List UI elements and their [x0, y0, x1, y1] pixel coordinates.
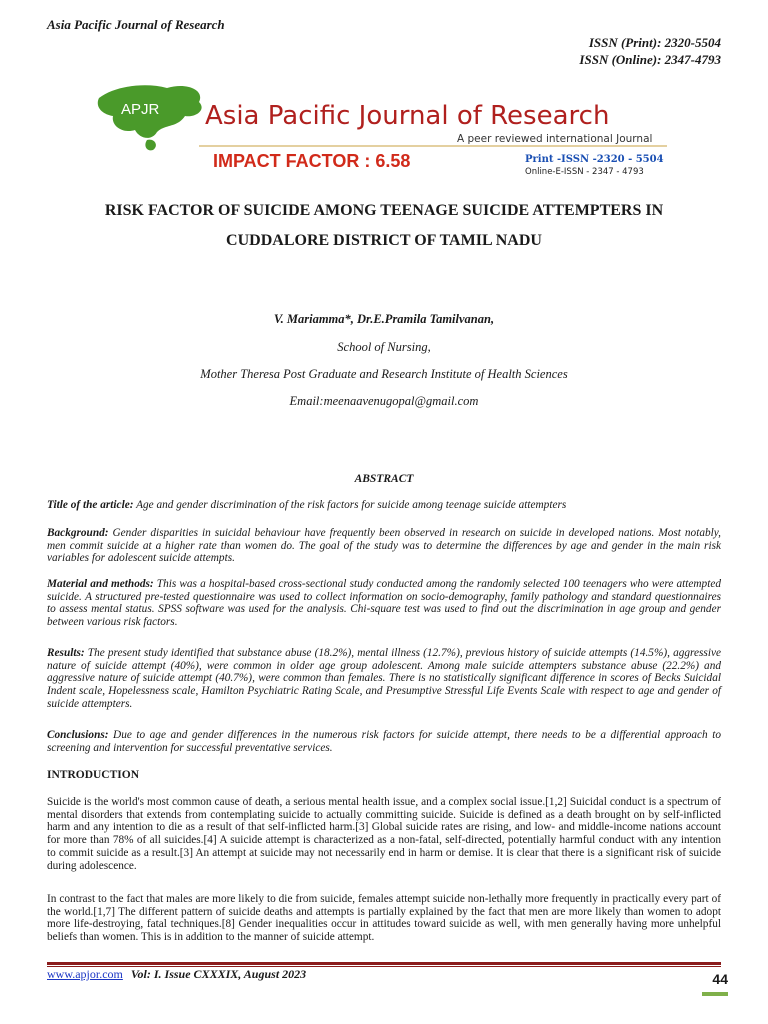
abstract-methods-para — [47, 578, 721, 629]
title-line-1: RISK FACTOR OF SUICIDE AMONG TEENAGE SUICIDE ATTEMPTERS IN — [104, 202, 664, 219]
title-label: Title of the article: — [47, 499, 134, 511]
background-label: Background: — [47, 527, 109, 539]
issn-online: ISSN (Online): 2347-4793 — [579, 52, 721, 67]
title-line-2: CUDDALORE DISTRICT OF TAMIL NADU — [226, 232, 542, 249]
introduction-heading: INTRODUCTION — [47, 769, 140, 781]
results-label: Results: — [47, 647, 85, 659]
abstract-results-para — [47, 647, 721, 711]
background-text: Gender disparities in suicidal behaviour have frequently been observed in research on suicide in developed nations. Most notably, men commit suicide at a higher rate than women do. The goal of the study was to determine the differences by age and gender in the main risk variables for adolescent suicide attempts. — [47, 527, 721, 565]
authors: V. Mariamma*, Dr.E.Pramila Tamilvanan, — [273, 312, 495, 326]
author-email: Email:meenaavenugopal@gmail.com — [289, 394, 479, 408]
methods-text: This was a hospital-based cross-sectional study conducted among the randomly selected 100 teenagers who were attempted suicide. A structured pre-tested questionnaire was used to collect information on socio-demography, family pathology and standard questionnaires to assess mental status. SPSS software was used for the analysis. Chi-square test was used to find out the discrimination in age group and gender between various risk factors. — [47, 578, 722, 629]
abstract-background-para — [47, 527, 721, 565]
abstract-heading: ABSTRACT — [354, 473, 414, 485]
banner-title: Asia Pacific Journal of Research — [205, 101, 610, 131]
issn-print: ISSN (Print): 2320-5504 — [588, 35, 721, 50]
journal-banner — [95, 80, 675, 178]
abstract-conclusions-para — [47, 729, 721, 754]
conclusions-text: Due to age and gender differences in the numerous risk factors for suicide attempt, there needs to be a differential approach to screening and intervention for successful preventative services. — [47, 729, 721, 754]
banner-tagline: A peer reviewed international Journal — [457, 133, 653, 145]
page-number: 44 — [712, 971, 728, 987]
website-link[interactable]: www.apjor.com — [47, 967, 123, 981]
methods-label: Material and methods: — [47, 578, 154, 590]
footer — [47, 967, 306, 982]
affiliation-school: School of Nursing, — [337, 340, 431, 354]
article-title — [40, 196, 728, 256]
banner-print-issn: Print -ISSN -2320 - 5504 — [525, 154, 664, 165]
conclusions-label: Conclusions: — [47, 729, 109, 741]
intro-paragraph-1: Suicide is the world's most common cause of death, a serious mental health issue, and a complex social issue.[1,2] Suicidal conduct is a spectrum of mental disorders that extends from contemplating suicide to actually committing suicide. Suicide is defined as a death brought on by self-inflicted harm and any intention to die as a result of that self-inflicted harm.[3] Global suicide rates are rising, and low- and middle-income nations account for more than 78% of all suicides.[4] A suicide attempt is characterized as a non-fatal, self-directed, potentially harmful conduct with any intention to commit suicide as a result.[3] An attempt at suicide may not necessarily end in harm or demise. It is clear that there is a significant risk of suicide during adolescence. — [47, 796, 721, 872]
banner-online-issn: Online-E-ISSN - 2347 - 4793 — [525, 167, 644, 177]
impact-factor: IMPACT FACTOR : 6.58 — [213, 151, 411, 171]
logo-text: APJR — [121, 101, 160, 118]
results-text: The present study identified that substance abuse (18.2%), mental illness (12.7%), previous history of suicide attempts (14.5%), aggressive nature of suicide attempt (40%), were common in older age group adolescent. Among male suicide attempters substance abuse (22.2%) and aggressive nature of suicide attempt (40.7%), were common than females. There is no statistically significant difference in scores of Becks Suicidal Indent scale, Hopelessness scale, Hamilton Psychiatric Rating Scale, and Presumptive Stressful Life Events Scale with respect to age and gender of suicide attempters. — [47, 647, 721, 710]
intro-paragraph-2: In contrast to the fact that males are more likely to die from suicide, females attempt suicide non-lethally more frequently in practically every part of the world.[1,7] The different pattern of suicide deaths and attempts is partially explained by the fact that men are more likely than women to adopt more life-destroying, fatal techniques.[8] Gender inequalities occur in attitudes toward suicide as well, with men generally having more unhelpful beliefs than women. This is in addition to the manner of suicide attempt. — [47, 893, 721, 944]
affiliation-institute: Mother Theresa Post Graduate and Research Institute of Health Sciences — [200, 367, 568, 381]
abstract-title-para — [47, 499, 721, 512]
volume-info: Vol: I. Issue CXXXIX, August 2023 — [130, 967, 307, 981]
journal-header: Asia Pacific Journal of Research — [47, 17, 225, 32]
title-text: Age and gender discrimination of the risk factors for suicide among teenage suicide attempters — [133, 499, 567, 511]
page-number-bar — [702, 992, 728, 996]
footer-divider — [47, 962, 721, 965]
